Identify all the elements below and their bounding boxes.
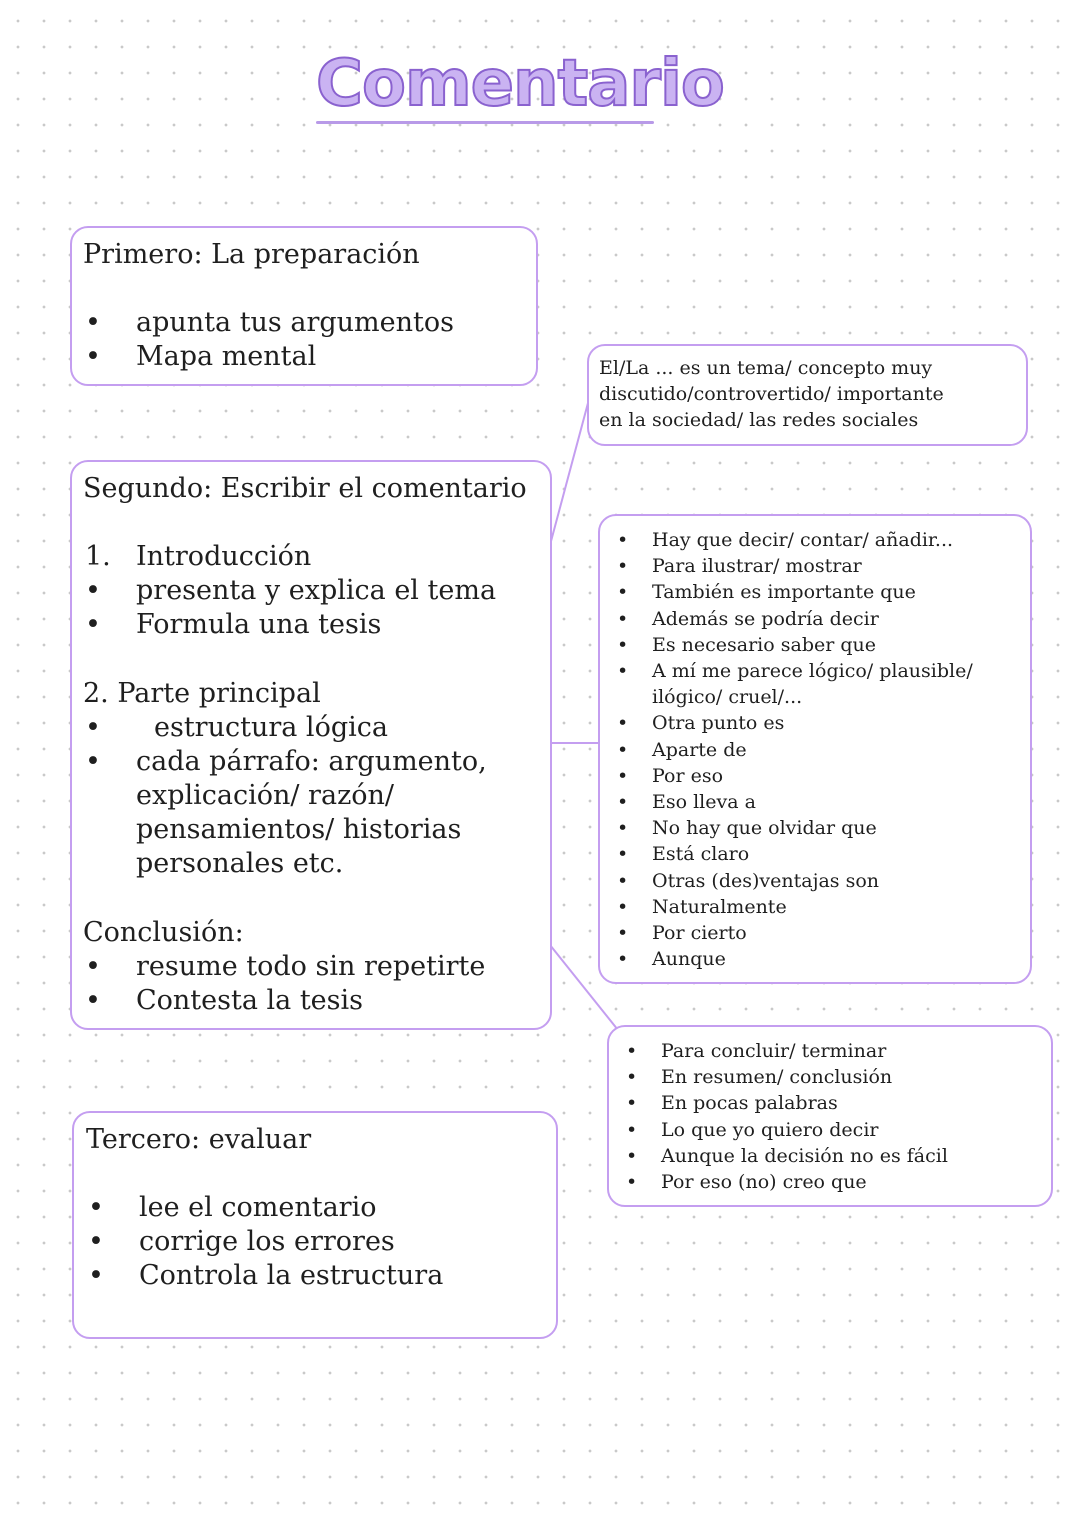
list-item: • En resumen/ conclusión [626, 1066, 893, 1089]
list-item: • Por cierto [617, 922, 747, 945]
box-tercero [72, 1111, 558, 1339]
segundo-conclusion-list [83, 950, 550, 1018]
primero-list [83, 306, 536, 374]
conclusion-title: Conclusión: [83, 916, 244, 948]
tercero-list [86, 1191, 556, 1294]
box-segundo [70, 460, 552, 1030]
list-item-numbered: 1. Introducción [85, 541, 312, 572]
segundo-heading: Segundo: Escribir el comentario [83, 473, 527, 504]
segundo-parte-list [83, 711, 550, 882]
list-item: • Lo que yo quiero decir [626, 1118, 879, 1141]
list-item: • Naturalmente [617, 895, 787, 918]
segundo-intro-list [83, 540, 550, 643]
list-item: • Otras (des)ventajas son [617, 869, 880, 892]
page-title: Comentario [316, 47, 724, 121]
list-item: • presenta y explica el tema [85, 575, 497, 607]
box-primero [70, 226, 538, 386]
parte-principal-title: 2. Parte principal [83, 677, 321, 709]
conclusion-phrases-list [619, 1038, 1051, 1195]
list-item: • En pocas palabras [626, 1092, 838, 1115]
list-item: • A mí me parece lógico/ plausible/ ilógico/ cruel/... [617, 660, 973, 709]
list-item: • Formula una tesis [85, 609, 382, 641]
list-item: • Es necesario saber que [617, 633, 876, 656]
intro-phrase-line: El/La ... es un tema/ concepto muy [599, 357, 933, 379]
list-item: • Otra punto es [617, 712, 785, 735]
list-item: • Hay que decir/ contar/ añadir... [617, 529, 954, 551]
box-conclusion-phrases [607, 1025, 1053, 1207]
list-item: • Aparte de [617, 738, 747, 761]
intro-phrase-line: en la sociedad/ las redes sociales [599, 409, 919, 431]
list-item: • Está claro [617, 843, 750, 866]
list-item: • resume todo sin repetirte [85, 950, 486, 982]
list-item: • Controla la estructura [88, 1260, 444, 1292]
list-item: • Por eso [617, 764, 724, 787]
list-item: • Aunque la decisión no es fácil [626, 1144, 948, 1167]
bullet: • [85, 307, 101, 338]
list-item: • apunta tus argumentos [83, 306, 536, 340]
list-item: • Para ilustrar/ mostrar [617, 555, 862, 578]
box-intro-phrases [587, 344, 1028, 446]
list-item: • Para concluir/ terminar [626, 1040, 887, 1062]
list-item: • estructura lógica [85, 711, 388, 743]
list-item: • lee el comentario [88, 1192, 377, 1223]
list-item: • También es importante que [617, 581, 916, 604]
connector-intro [550, 403, 588, 545]
list-item: • Contesta la tesis [85, 984, 364, 1016]
list-item: • Además se podría decir [617, 607, 879, 630]
list-item: • cada párrafo: argumento, explicación/ razón/ pensamientos/ historias personales etc. [85, 745, 487, 880]
intro-phrase-line: discutido/controvertido/ importante [599, 383, 944, 405]
list-item: • Mapa mental [83, 340, 536, 374]
tercero-heading: Tercero: evaluar [86, 1124, 312, 1155]
list-item: • No hay que olvidar que [617, 817, 877, 840]
list-item: • Eso lleva a [617, 791, 756, 814]
primero-heading: Primero: La preparación [83, 239, 420, 270]
list-item: • corrige los errores [88, 1226, 395, 1258]
bullet: • [85, 341, 101, 373]
list-item: • Aunque [617, 948, 726, 971]
main-phrases-list [610, 527, 1030, 972]
box-main-phrases [598, 514, 1032, 984]
list-item: • Por eso (no) creo que [626, 1171, 867, 1194]
